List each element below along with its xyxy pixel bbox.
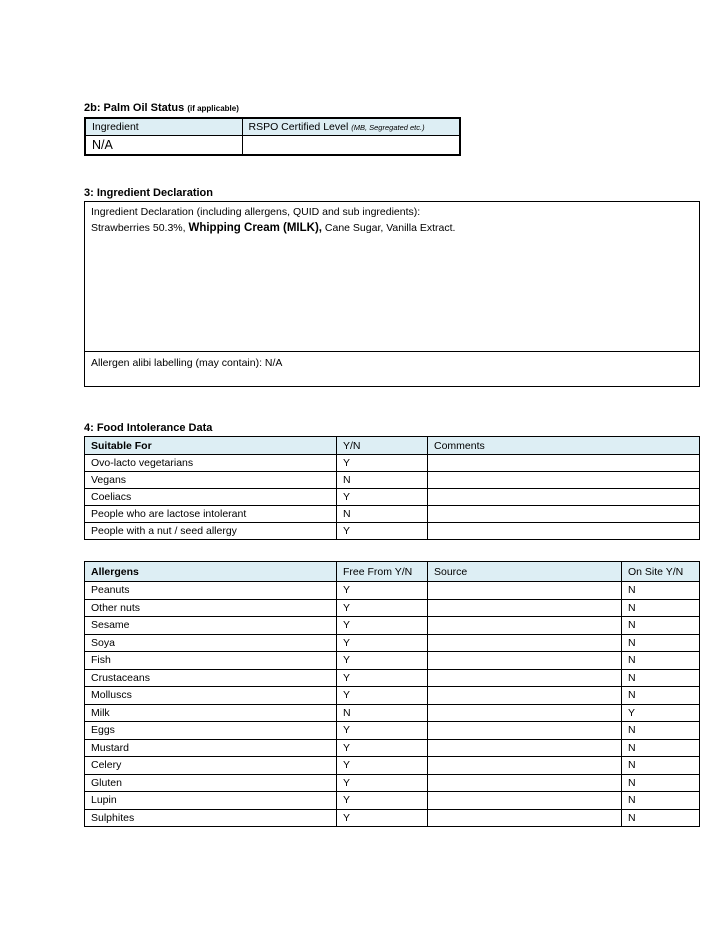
ingredient-declaration-heading: 3: Ingredient Declaration [84,187,213,199]
table-row: Peanuts Y N [85,582,700,600]
table-row: Crustaceans Y N [85,669,700,687]
table-row: Coeliacs Y [85,489,700,506]
table-row: Celery Y N [85,757,700,775]
col-allergens: Allergens [85,562,337,582]
food-intolerance-heading: 4: Food Intolerance Data [84,422,213,434]
palm-ingredient-cell: N/A [85,136,242,156]
table-row: Ovo-lacto vegetarians Y [85,455,700,472]
palm-col-ingredient: Ingredient [85,118,242,136]
col-comments: Comments [428,437,700,455]
table-row: Vegans N [85,472,700,489]
palm-rspo-cell [242,136,460,156]
palm-col-rspo: RSPO Certified Level (MB, Segregated etc.) [242,118,460,136]
table-row [85,136,460,156]
declaration-text-area [85,202,699,352]
table-row: Milk N Y [85,704,700,722]
table-row: Sesame Y N [85,617,700,635]
allergens-table [84,561,700,827]
table-row: People who are lactose intolerant N [85,506,700,523]
allergens-header-row [85,562,700,582]
table-row: Soya Y N [85,634,700,652]
table-row: Gluten Y N [85,774,700,792]
table-row: Other nuts Y N [85,599,700,617]
table-row: Sulphites Y N [85,809,700,827]
allergen-alibi-label: Allergen alibi labelling (may contain): N/A [91,357,283,369]
table-row: Molluscs Y N [85,687,700,705]
col-yn: Y/N [337,437,428,455]
palm-oil-heading: 2b: Palm Oil Status (if applicable) [84,102,239,114]
table-row: Mustard Y N [85,739,700,757]
col-free-from: Free From Y/N [337,562,428,582]
table-row: Fish Y N [85,652,700,670]
table-row: Eggs Y N [85,722,700,740]
palm-oil-header-row [85,118,460,136]
palm-oil-table [84,117,461,156]
declaration-ingredients: Strawberries 50.3%, Whipping Cream (MILK), Cane Sugar, Vanilla Extract. [91,222,456,234]
intolerance-header-row [85,437,700,455]
col-suitable-for: Suitable For [85,437,337,455]
col-on-site: On Site Y/N [622,562,700,582]
table-row: Lupin Y N [85,792,700,810]
food-intolerance-table [84,436,700,540]
declaration-intro: Ingredient Declaration (including allergens, QUID and sub ingredients): [91,206,421,218]
table-row: People with a nut / seed allergy Y [85,523,700,540]
col-source: Source [428,562,622,582]
ingredient-declaration-box [84,201,700,387]
